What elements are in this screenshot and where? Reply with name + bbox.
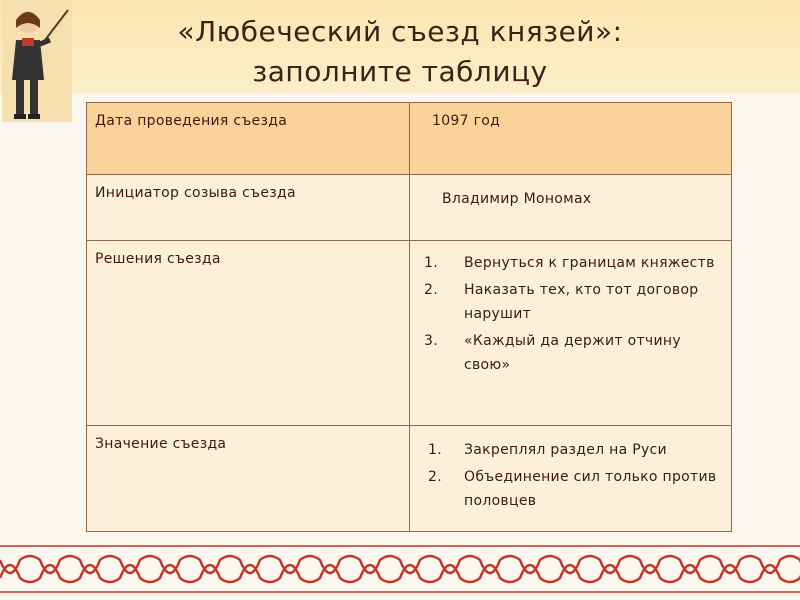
table-row: [87, 241, 732, 426]
ornamental-border: [0, 538, 800, 600]
row-value-decisions: [410, 241, 732, 426]
row-label-significance: Значение съезда: [87, 426, 410, 532]
value-text: Владимир Мономах: [442, 191, 592, 208]
list-item: 2. Объединение сил только против половцев: [428, 469, 717, 510]
summary-table: [86, 102, 732, 532]
teacher-with-pointer-icon: [2, 0, 72, 122]
decisions-list: [418, 251, 723, 377]
significance-list: [418, 438, 723, 513]
page-title: [70, 12, 730, 92]
row-label-initiator: Инициатор созыва съезда: [87, 175, 410, 241]
row-label-date: Дата проведения съезда: [87, 103, 410, 175]
table: [86, 102, 732, 532]
table-row: [87, 175, 732, 241]
list-item: 1. Закреплял раздел на Руси: [428, 442, 667, 459]
table-row: [87, 103, 732, 175]
value-text: 1097 год: [432, 113, 501, 129]
list-item: 2. Наказать тех, кто тот договор нарушит: [424, 282, 699, 323]
title-line-2: заполните таблицу: [252, 55, 548, 88]
table-row: [87, 426, 732, 532]
title-line-1: «Любеческий съезд князей»:: [177, 15, 623, 48]
row-label-decisions: Решения съезда: [87, 241, 410, 426]
row-value-significance: [410, 426, 732, 532]
list-item: 1. Вернуться к границам княжеств: [424, 255, 715, 272]
list-item: 3. «Каждый да держит отчину свою»: [424, 333, 681, 374]
row-value-initiator: [410, 175, 732, 241]
row-value-date: [410, 103, 732, 175]
